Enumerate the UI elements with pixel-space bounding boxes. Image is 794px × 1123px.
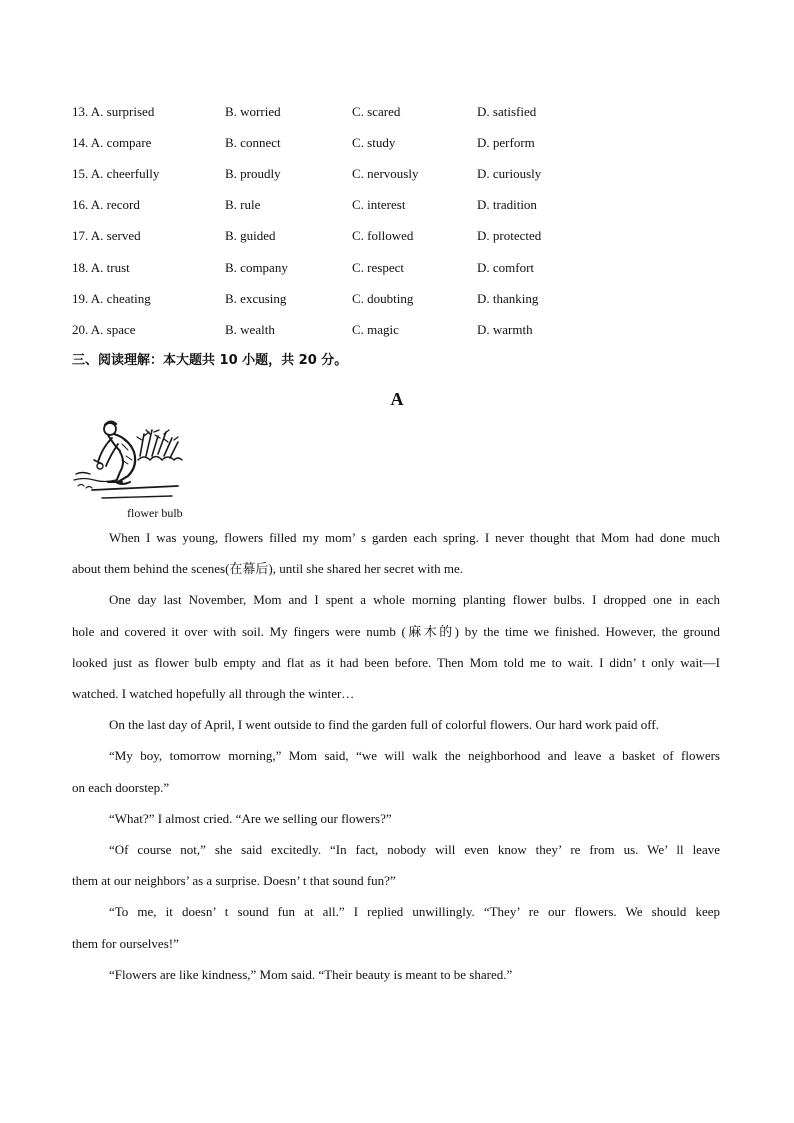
question-20 [72,321,632,339]
passage-line: “My boy, tomorrow morning,” Mom said, “we will walk the neighborhood and leave a basket of flowers [109,748,720,763]
passage-line: On the last day of April, I went outside to find the garden full of colorful flowers. Our hard work paid off. [109,717,659,732]
option-d: D. tradition [477,197,537,212]
question-13 [72,103,632,121]
passage-line: them for ourselves!” [72,936,179,951]
passage-line: on each doorstep.” [72,780,170,795]
question-14 [72,134,632,152]
option-c: C. respect [352,260,404,275]
passage-line: looked just as flower bulb empty and flat as it had been before. Then Mom told me to wait. I didn’ t only wait—I [72,655,720,670]
option-d: D. protected [477,228,542,243]
option-a: 17. A. served [72,228,141,243]
passage-line: When I was young, flowers filled my mom’ s garden each spring. I never thought that Mom had done much [109,530,720,545]
option-d: D. thanking [477,291,539,306]
option-a: 19. A. cheating [72,291,151,306]
option-b: B. company [225,260,288,275]
option-d: D. satisfied [477,104,537,119]
option-d: D. comfort [477,260,535,275]
passage-title: A [390,389,404,409]
option-c: C. study [352,135,396,150]
question-16 [72,196,632,214]
passage-line: “Flowers are like kindness,” Mom said. “Their beauty is meant to be shared.” [109,967,513,982]
passage-line: “To me, it doesn’ t sound fun at all.” I replied unwillingly. “They’ re our flowers. We should keep [109,904,720,919]
option-d: D. curiously [477,166,542,181]
section-heading: 三、阅读理解：本大题共 10 小题，共 20 分。 [72,353,348,368]
option-a: 20. A. space [72,322,136,337]
question-18 [72,259,632,277]
passage-line: watched. I watched hopefully all through the winter… [72,686,355,701]
passage-line: about them behind the scenes(在幕后), until she shared her secret with me. [72,561,463,576]
option-b: B. guided [225,228,276,243]
passage-line: “Of course not,” she said excitedly. “In fact, nobody will even know they’ re from us. We’ ll leave [109,842,720,857]
option-a: 18. A. trust [72,260,130,275]
passage-line: them at our neighbors’ as a surprise. Doesn’ t that sound fun?” [72,873,396,888]
option-a: 15. A. cheerfully [72,166,160,181]
option-a: 16. A. record [72,197,140,212]
question-17 [72,227,632,245]
option-d: D. warmth [477,322,533,337]
option-c: C. magic [352,322,399,337]
option-b: B. wealth [225,322,275,337]
option-b: B. proudly [225,166,281,181]
option-a: 14. A. compare [72,135,152,150]
question-19 [72,290,632,308]
option-b: B. excusing [225,291,287,306]
option-c: C. interest [352,197,406,212]
passage-line: “What?” I almost cried. “Are we selling our flowers?” [109,811,392,826]
option-d: D. perform [477,135,535,150]
option-c: C. nervously [352,166,419,181]
flower-bulb-illustration [72,416,184,506]
question-15 [72,165,632,183]
passage-line: One day last November, Mom and I spent a whole morning planting flower bulbs. I dropped one in each [109,592,720,607]
passage-line: hole and covered it over with soil. My fingers were numb (麻木的) by the time we finished. However, the ground [72,624,720,639]
option-c: C. followed [352,228,414,243]
image-caption: flower bulb [127,506,183,520]
option-a: 13. A. surprised [72,104,155,119]
option-b: B. rule [225,197,261,212]
option-c: C. scared [352,104,401,119]
option-c: C. doubting [352,291,414,306]
option-b: B. connect [225,135,281,150]
option-b: B. worried [225,104,281,119]
